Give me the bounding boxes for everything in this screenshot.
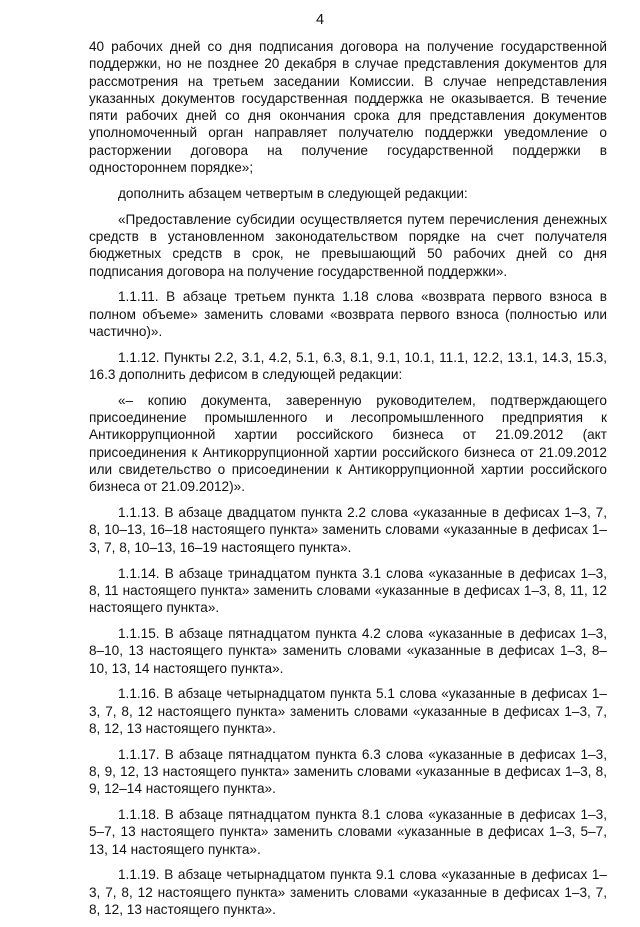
paragraph-1-1-15: 1.1.15. В абзаце пятнадцатом пункта 4.2 слова «указанные в дефисах 1–3, 8–10, 13 настоящего пункта» заменить словами «указанные в дефисах 1–3, 8–10, 13, 14 настоящего пункта». [89, 625, 607, 676]
paragraph-1-1-19: 1.1.19. В абзаце четырнадцатом пункта 9.1 слова «указанные в дефисах 1–3, 7, 8, 12 настоящего пункта» заменить словами «указанные в дефисах 1–3, 7, 8, 12, 13 настоящего пункта». [89, 867, 607, 918]
paragraph-1-1-18: 1.1.18. В абзаце пятнадцатом пункта 8.1 слова «указанные в дефисах 1–3, 5–7, 13 настоящего пункта» заменить словами «указанные в дефисах 1–3, 5–7, 13, 14 настоящего пункта». [89, 807, 607, 857]
paragraph-quote-subsidy: «Предоставление субсидии осуществляется путем перечисления денежных средств в установленном законодательством порядке на счет получателя бюджетных средств в срок, не превышающий 50 рабочих дней со дня подписания договора на получение государственной поддержки». [89, 211, 607, 279]
paragraph-1-1-11: 1.1.11. В абзаце третьем пункта 1.18 слова «возврата первого взноса в полном объеме» заменить словами «возврата первого взноса (полностью или частично)». [89, 289, 607, 339]
document-body [89, 38, 607, 927]
paragraph-1-1-17: 1.1.17. В абзаце пятнадцатом пункта 6.3 слова «указанные в дефисах 1–3, 8, 9, 12, 13 настоящего пункта» заменить словами «указанные в дефисах 1–3, 8, 9, 12–14 настоящего пункта». [89, 746, 607, 797]
paragraph-continuation: 40 рабочих дней со дня подписания договора на получение государственной поддержки, но не позднее 20 декабря в случае представления документов для рассмотрения на третьем заседании Комиссии. В случае непредставления указанных документов государственная поддержка не оказывается. В течение пяти рабочих дней со дня окончания срока для представления документов уполномоченный орган направляет получателю поддержки уведомление о расторжении договора на получение государственной поддержки в одностороннем порядке»; [89, 39, 607, 176]
page-number: 4 [315, 12, 325, 28]
paragraph-quote-charter: «– копию документа, заверенную руководителем, подтверждающего присоединение промышленного и лесопромышленного предприятия к Антикоррупционной хартии российского бизнеса от 21.09.2012 (акт присоединения к Антикоррупционной хартии российского бизнеса от 21.09.2012 или свидетельство о присоединении к Антикоррупционной хартии российского бизнеса от 21.09.2012)». [89, 392, 607, 495]
paragraph-1-1-14: 1.1.14. В абзаце тринадцатом пункта 3.1 слова «указанные в дефисах 1–3, 8, 11 настоящего пункта» заменить словами «указанные в дефисах 1–3, 8, 11, 12 настоящего пункта». [89, 565, 607, 616]
paragraph-1-1-12: 1.1.12. Пункты 2.2, 3.1, 4.2, 5.1, 6.3, 8.1, 9.1, 10.1, 11.1, 12.2, 13.1, 14.3, 15.3, 16.3 дополнить дефисом в следующей редакции: [89, 349, 607, 383]
paragraph-1-1-16: 1.1.16. В абзаце четырнадцатом пункта 5.1 слова «указанные в дефисах 1–3, 7, 8, 12 настоящего пункта» заменить словами «указанные в дефисах 1–3, 7, 8, 12, 13 настоящего пункта». [89, 686, 607, 736]
paragraph-1-1-13: 1.1.13. В абзаце двадцатом пункта 2.2 слова «указанные в дефисах 1–3, 7, 8, 10–13, 16–18 настоящего пункта» заменить словами «указанные в дефисах 1–3, 7, 8, 10–13, 16–19 настоящего пункта». [89, 505, 607, 555]
paragraph-add-clause: дополнить абзацем четвертым в следующей редакции: [118, 185, 468, 201]
